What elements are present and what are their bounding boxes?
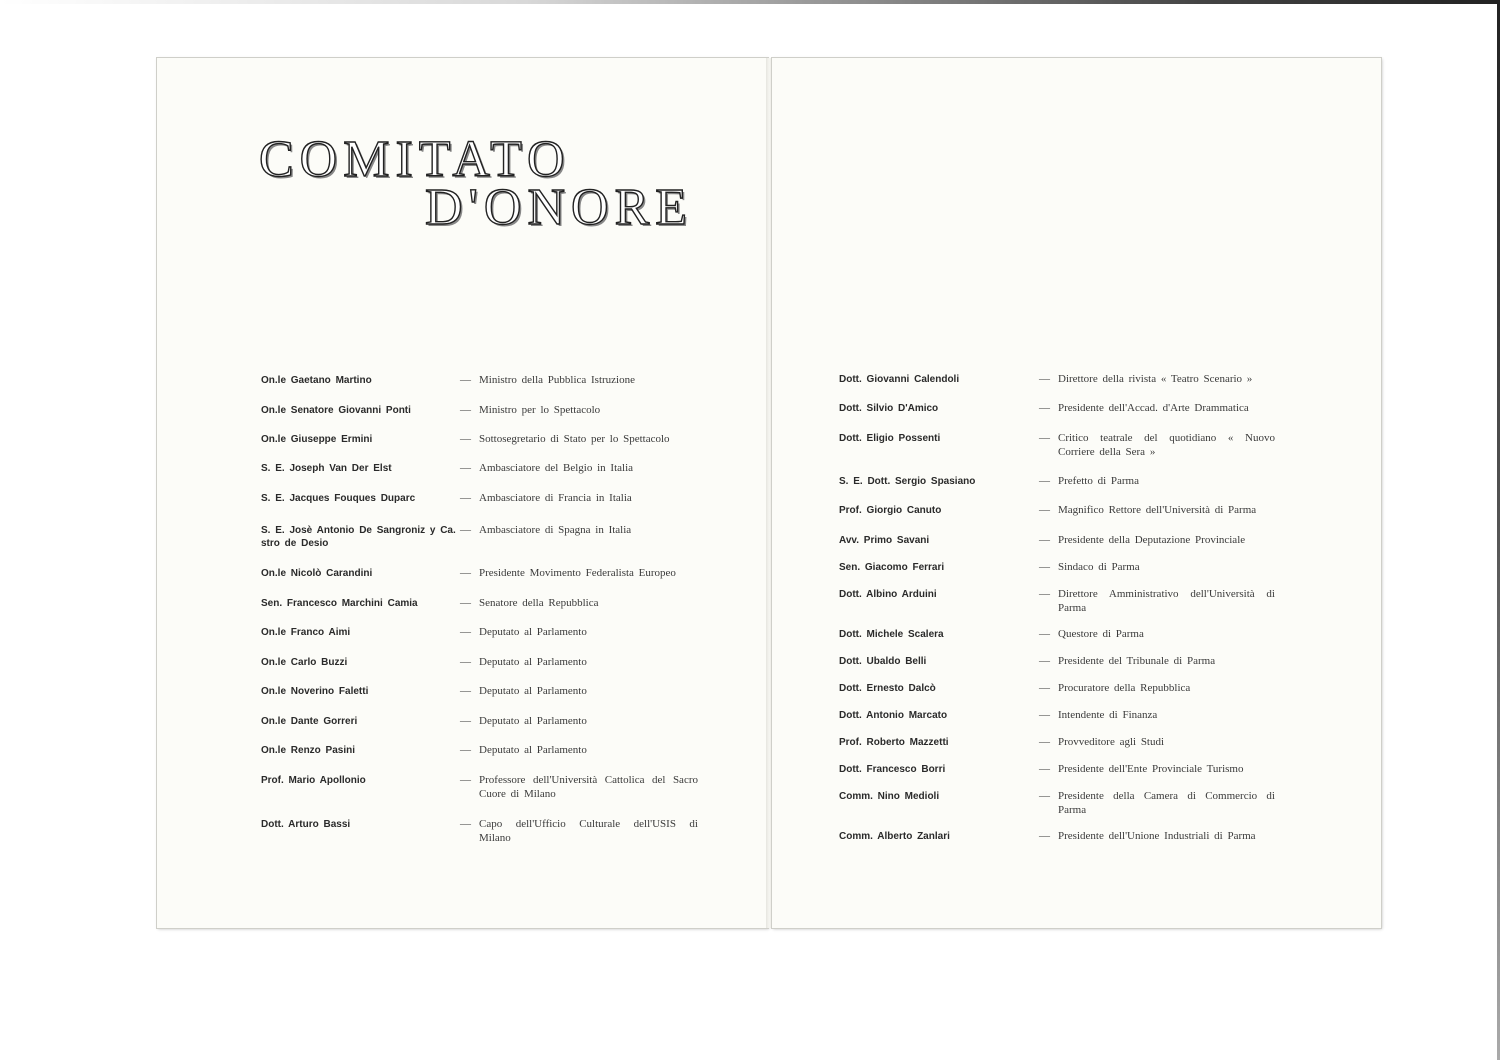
member-role-text: Ambasciatore del Belgio in Italia xyxy=(479,462,634,474)
member-role-text: Deputato al Parlamento xyxy=(479,744,587,756)
member-role xyxy=(460,597,698,611)
member-role xyxy=(1039,682,1275,696)
member-name: Dott. Giovanni Calendoli xyxy=(839,374,960,385)
member-role-text: Ministro della Pubblica Istruzione xyxy=(479,374,635,386)
member-name: Prof. Mario Apollonio xyxy=(261,775,366,786)
member-name: Dott. Michele Scalera xyxy=(839,629,944,640)
em-dash: — xyxy=(460,524,471,536)
member-name: Dott. Eligio Possenti xyxy=(839,433,941,444)
member-role xyxy=(460,462,698,476)
member-role xyxy=(460,524,698,538)
member-name: Dott. Francesco Borri xyxy=(839,764,946,775)
member-role-text: Presidente dell'Unione Industriali di Parma xyxy=(1058,830,1256,842)
member-role-text: Capo dell'Ufficio Culturale dell'USIS di Milano xyxy=(479,818,698,844)
member-role xyxy=(460,492,698,506)
member-role-text: Deputato al Parlamento xyxy=(479,656,587,668)
member-role xyxy=(460,374,698,388)
em-dash: — xyxy=(1039,682,1050,694)
member-name: Dott. Ubaldo Belli xyxy=(839,656,927,667)
member-role xyxy=(1039,830,1275,844)
member-name: S. E. Josè Antonio De Sangroniz y Ca. stro de Desio xyxy=(261,525,456,549)
em-dash: — xyxy=(460,818,471,830)
member-role xyxy=(1039,709,1275,723)
member-role-text: Critico teatrale del quotidiano « Nuovo Corriere della Sera » xyxy=(1058,432,1275,458)
em-dash: — xyxy=(1039,432,1050,444)
em-dash: — xyxy=(460,567,471,579)
member-role xyxy=(1039,736,1275,750)
member-name: On.le Renzo Pasini xyxy=(261,745,356,756)
member-role xyxy=(1039,588,1275,615)
em-dash: — xyxy=(460,744,471,756)
member-role xyxy=(460,626,698,640)
em-dash: — xyxy=(460,404,471,416)
member-name: S. E. Jacques Fouques Duparc xyxy=(261,493,416,504)
em-dash: — xyxy=(460,433,471,445)
em-dash: — xyxy=(460,715,471,727)
em-dash: — xyxy=(1039,373,1050,385)
member-role xyxy=(460,685,698,699)
member-name: Prof. Roberto Mazzetti xyxy=(839,737,949,748)
member-role-text: Ambasciatore di Francia in Italia xyxy=(479,492,632,504)
member-role-text: Presidente dell'Accad. d'Arte Drammatica xyxy=(1058,402,1249,414)
member-role-text: Presidente della Deputazione Provinciale xyxy=(1058,534,1246,546)
member-name: On.le Senatore Giovanni Ponti xyxy=(261,405,411,416)
em-dash: — xyxy=(1039,736,1050,748)
member-role-text: Deputato al Parlamento xyxy=(479,626,587,638)
page-title-line-1: COMITATO xyxy=(259,131,571,188)
page-title-line-2: D'ONORE xyxy=(425,179,694,236)
member-role xyxy=(1039,475,1275,489)
member-role xyxy=(1039,402,1275,416)
member-name: On.le Dante Gorreri xyxy=(261,716,358,727)
em-dash: — xyxy=(1039,561,1050,573)
member-name: Prof. Giorgio Canuto xyxy=(839,505,942,516)
member-name: On.le Nicolò Carandini xyxy=(261,568,373,579)
member-role xyxy=(460,744,698,758)
member-role-text: Magnifico Rettore dell'Università di Parma xyxy=(1058,504,1257,516)
member-role xyxy=(460,818,698,845)
em-dash: — xyxy=(1039,655,1050,667)
member-name: Dott. Albino Arduini xyxy=(839,589,937,600)
em-dash: — xyxy=(1039,534,1050,546)
em-dash: — xyxy=(1039,588,1050,600)
member-role xyxy=(460,656,698,670)
em-dash: — xyxy=(460,774,471,786)
member-role-text: Direttore della rivista « Teatro Scenario » xyxy=(1058,373,1253,385)
em-dash: — xyxy=(460,685,471,697)
member-role xyxy=(1039,790,1275,817)
member-name: Sen. Giacomo Ferrari xyxy=(839,562,945,573)
member-role-text: Intendente di Finanza xyxy=(1058,709,1158,721)
member-role-text: Deputato al Parlamento xyxy=(479,685,587,697)
member-role xyxy=(1039,534,1275,548)
member-role-text: Sindaco di Parma xyxy=(1058,561,1140,573)
member-role xyxy=(460,404,698,418)
member-name: On.le Giuseppe Ermini xyxy=(261,434,373,445)
em-dash: — xyxy=(460,492,471,504)
member-role xyxy=(460,715,698,729)
member-role-text: Presidente della Camera di Commercio di Parma xyxy=(1058,790,1275,816)
member-role-text: Sottosegretario di Stato per lo Spettacolo xyxy=(479,433,670,445)
member-role-text: Provveditore agli Studi xyxy=(1058,736,1165,748)
member-role xyxy=(1039,504,1275,518)
em-dash: — xyxy=(460,656,471,668)
member-role-text: Presidente Movimento Federalista Europeo xyxy=(479,567,676,579)
member-role-text: Prefetto di Parma xyxy=(1058,475,1139,487)
member-name: Dott. Silvio D'Amico xyxy=(839,403,939,414)
member-role xyxy=(1039,655,1275,669)
member-role-text: Professore dell'Università Cattolica del Sacro Cuore di Milano xyxy=(479,774,698,800)
member-name: Comm. Alberto Zanlari xyxy=(839,831,950,842)
em-dash: — xyxy=(1039,763,1050,775)
em-dash: — xyxy=(1039,709,1050,721)
member-role-text: Senatore della Repubblica xyxy=(479,597,599,609)
member-role xyxy=(460,774,698,801)
member-name: Dott. Ernesto Dalcò xyxy=(839,683,936,694)
member-name: Comm. Nino Medioli xyxy=(839,791,940,802)
member-name: Dott. Antonio Marcato xyxy=(839,710,948,721)
em-dash: — xyxy=(460,597,471,609)
member-role-text: Questore di Parma xyxy=(1058,628,1144,640)
member-role xyxy=(1039,561,1275,575)
em-dash: — xyxy=(460,462,471,474)
member-role xyxy=(1039,628,1275,642)
em-dash: — xyxy=(460,626,471,638)
em-dash: — xyxy=(460,374,471,386)
member-role-text: Presidente dell'Ente Provinciale Turismo xyxy=(1058,763,1244,775)
member-role-text: Ministro per lo Spettacolo xyxy=(479,404,601,416)
member-name: On.le Franco Aimi xyxy=(261,627,351,638)
member-name: Dott. Arturo Bassi xyxy=(261,819,351,830)
member-name: On.le Carlo Buzzi xyxy=(261,657,348,668)
right-page xyxy=(772,58,1381,928)
member-role xyxy=(1039,763,1275,777)
member-role-text: Deputato al Parlamento xyxy=(479,715,587,727)
member-role-text: Presidente del Tribunale di Parma xyxy=(1058,655,1216,667)
member-role-text: Procuratore della Repubblica xyxy=(1058,682,1191,694)
em-dash: — xyxy=(1039,830,1050,842)
member-name: S. E. Joseph Van Der Elst xyxy=(261,463,392,474)
member-role-text: Ambasciatore di Spagna in Italia xyxy=(479,524,632,536)
member-role-text: Direttore Amministrativo dell'Università di Parma xyxy=(1058,588,1275,614)
member-role xyxy=(460,433,698,447)
em-dash: — xyxy=(1039,790,1050,802)
member-name: On.le Noverino Faletti xyxy=(261,686,369,697)
member-name: Sen. Francesco Marchini Camia xyxy=(261,598,418,609)
em-dash: — xyxy=(1039,628,1050,640)
left-page xyxy=(157,58,768,928)
member-name: On.le Gaetano Martino xyxy=(261,375,372,386)
em-dash: — xyxy=(1039,504,1050,516)
member-role xyxy=(1039,432,1275,459)
em-dash: — xyxy=(1039,475,1050,487)
scanner-edge-top xyxy=(0,0,1500,4)
em-dash: — xyxy=(1039,402,1050,414)
member-name: Avv. Primo Savani xyxy=(839,535,930,546)
member-role xyxy=(460,567,698,581)
member-role xyxy=(1039,373,1275,387)
member-name: S. E. Dott. Sergio Spasiano xyxy=(839,476,976,487)
